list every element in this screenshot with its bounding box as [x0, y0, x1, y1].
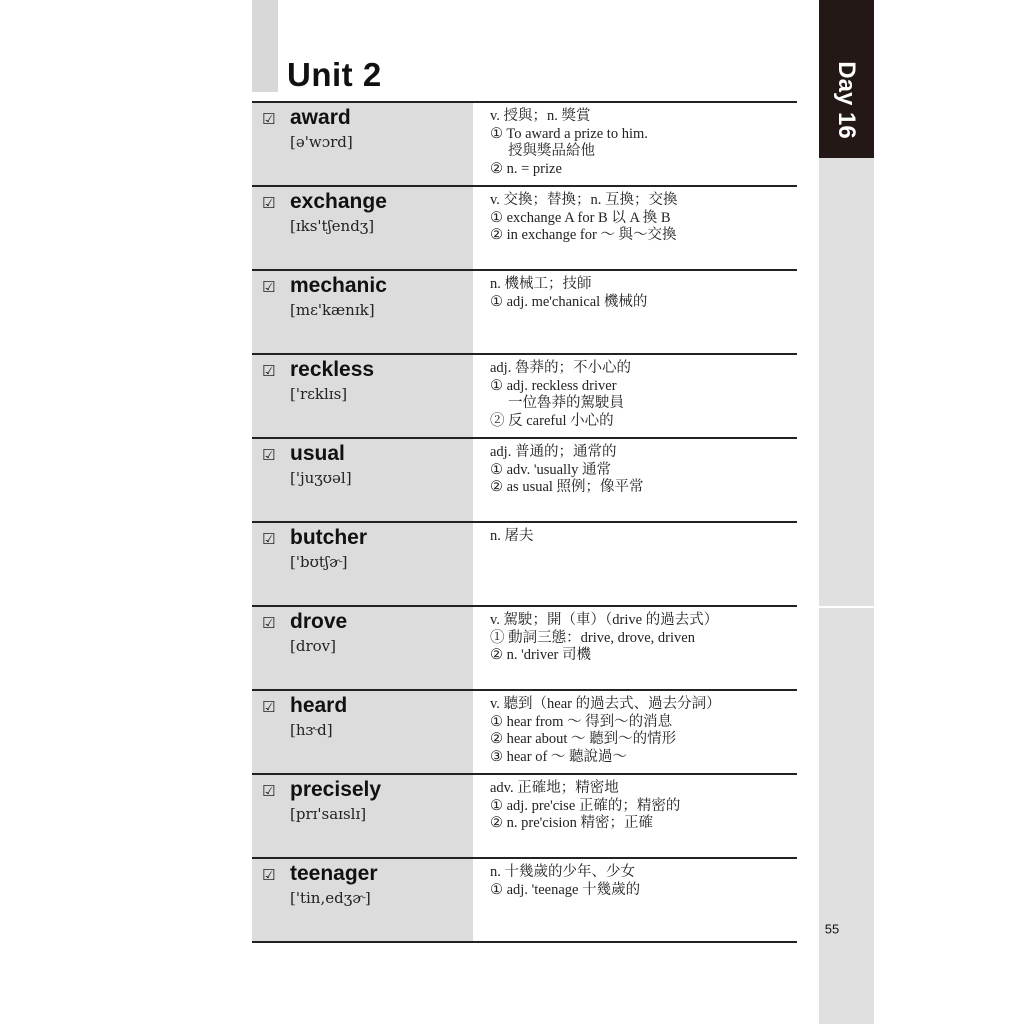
vocab-word: reckless — [290, 358, 375, 381]
definition-line: adv. 正確地；精密地 — [490, 780, 619, 796]
pronunciation: [ə'wɔrd] — [290, 133, 353, 151]
day-label: Day 16 — [833, 61, 860, 139]
word-cell — [252, 691, 473, 773]
word-cell — [252, 607, 473, 689]
definition-line: ② n. pre'cision 精密；正確 — [490, 815, 654, 831]
word-cell — [252, 271, 473, 353]
checkbox-icon[interactable]: ☑ — [262, 614, 276, 632]
pronunciation: ['juʒʊəl] — [290, 469, 352, 487]
word-cell — [252, 439, 473, 521]
definition-line: ① adj. reckless driver — [490, 377, 617, 394]
definition-line: 一位魯莽的駕駛員 — [508, 395, 624, 411]
definition-line: v. 聽到（hear 的過去式、過去分詞） — [490, 696, 721, 712]
vocab-entry-award — [252, 103, 797, 187]
pronunciation: [mɛ'kænɪk] — [290, 301, 375, 319]
checkbox-icon[interactable]: ☑ — [262, 530, 276, 548]
definition-line: v. 駕駛；開（車）（drive 的過去式） — [490, 612, 719, 628]
checkbox-icon[interactable]: ☑ — [262, 362, 276, 380]
definition-cell — [473, 439, 797, 521]
checkbox-icon[interactable]: ☑ — [262, 446, 276, 464]
definition-cell — [473, 103, 797, 185]
vocab-entry-reckless — [252, 355, 797, 439]
definition-line: ② n. 'driver 司機 — [490, 647, 591, 663]
page-number: 55 — [824, 921, 840, 937]
checkbox-icon[interactable]: ☑ — [262, 278, 276, 296]
definition-line: 授與獎品給他 — [508, 143, 595, 159]
vocab-word: usual — [290, 442, 345, 465]
word-cell — [252, 859, 473, 941]
vocab-word: exchange — [290, 190, 387, 213]
pronunciation: ['bʊtʃɚ] — [290, 553, 348, 571]
word-cell — [252, 187, 473, 269]
vocab-word: butcher — [290, 526, 368, 549]
definition-line: ① To award a prize to him. — [490, 125, 648, 142]
checkbox-icon[interactable]: ☑ — [262, 110, 276, 128]
checkbox-icon[interactable]: ☑ — [262, 698, 276, 716]
word-cell — [252, 523, 473, 605]
checkbox-icon[interactable]: ☑ — [262, 866, 276, 884]
strip-divider — [819, 606, 874, 608]
definition-line: ② in exchange for ～ 與～交換 — [490, 227, 677, 243]
definition-cell — [473, 187, 797, 269]
pronunciation: [drov] — [290, 637, 336, 655]
checkbox-icon[interactable]: ☑ — [262, 194, 276, 212]
definition-line: n. 屠夫 — [490, 528, 534, 544]
definition-line: ② 反 careful 小心的 — [490, 412, 614, 429]
vocab-word: heard — [290, 694, 348, 717]
vocab-word: drove — [290, 610, 348, 633]
definition-line: n. 十幾歲的少年、少女 — [490, 864, 635, 880]
definition-line: ② hear about ～ 聽到～的情形 — [490, 731, 677, 747]
word-cell — [252, 355, 473, 437]
vocab-word: award — [290, 106, 351, 129]
vocabulary-list — [252, 101, 797, 943]
definition-line: adj. 普通的；通常的 — [490, 444, 617, 460]
word-cell — [252, 775, 473, 857]
definition-cell — [473, 691, 797, 773]
definition-line: ① adj. me'chanical 機械的 — [490, 293, 648, 310]
definition-line: ① exchange A for B 以 A 換 B — [490, 209, 671, 226]
pronunciation: ['tin,edʒɚ] — [290, 889, 371, 907]
vocab-entry-mechanic — [252, 271, 797, 355]
vocab-entry-butcher — [252, 523, 797, 607]
checkbox-icon[interactable]: ☑ — [262, 782, 276, 800]
vocab-entry-teenager — [252, 859, 797, 943]
pronunciation: [prɪ'saɪslɪ] — [290, 805, 367, 823]
definition-cell — [473, 355, 797, 437]
definition-line: v. 交換；替換；n. 互換；交換 — [490, 192, 678, 208]
definition-cell — [473, 271, 797, 353]
definition-cell — [473, 859, 797, 941]
definition-line: ① adj. pre'cise 正確的；精密的 — [490, 797, 681, 814]
vocab-entry-precisely — [252, 775, 797, 859]
definition-cell — [473, 523, 797, 605]
definition-line: ① 動詞三態：drive, drove, driven — [490, 629, 695, 646]
pronunciation: [hɝd] — [290, 721, 333, 739]
word-cell — [252, 103, 473, 185]
definition-line: ② as usual 照例；像平常 — [490, 479, 644, 495]
definition-line: ① hear from ～ 得到～的消息 — [490, 713, 673, 730]
definition-cell — [473, 607, 797, 689]
vocab-entry-drove — [252, 607, 797, 691]
vocab-entry-usual — [252, 439, 797, 523]
definition-line: ① adv. 'usually 通常 — [490, 461, 611, 478]
pronunciation: ['rɛklɪs] — [290, 385, 348, 403]
definition-line: v. 授與；n. 獎賞 — [490, 108, 591, 124]
title-tab — [252, 0, 278, 92]
definition-line: ③ hear of ～ 聽說過～ — [490, 748, 628, 765]
vocab-word: precisely — [290, 778, 382, 801]
definition-line: n. 機械工；技師 — [490, 276, 592, 292]
vocab-word: mechanic — [290, 274, 387, 297]
unit-title: Unit 2 — [287, 56, 382, 93]
definition-line: adj. 魯莽的；不小心的 — [490, 360, 631, 376]
definition-line: ① adj. 'teenage 十幾歲的 — [490, 881, 641, 898]
vocab-word: teenager — [290, 862, 378, 885]
vocab-entry-exchange — [252, 187, 797, 271]
vocab-entry-heard — [252, 691, 797, 775]
definition-cell — [473, 775, 797, 857]
definition-line: ② n. = prize — [490, 160, 562, 177]
pronunciation: [ɪks'tʃendʒ] — [290, 217, 375, 235]
